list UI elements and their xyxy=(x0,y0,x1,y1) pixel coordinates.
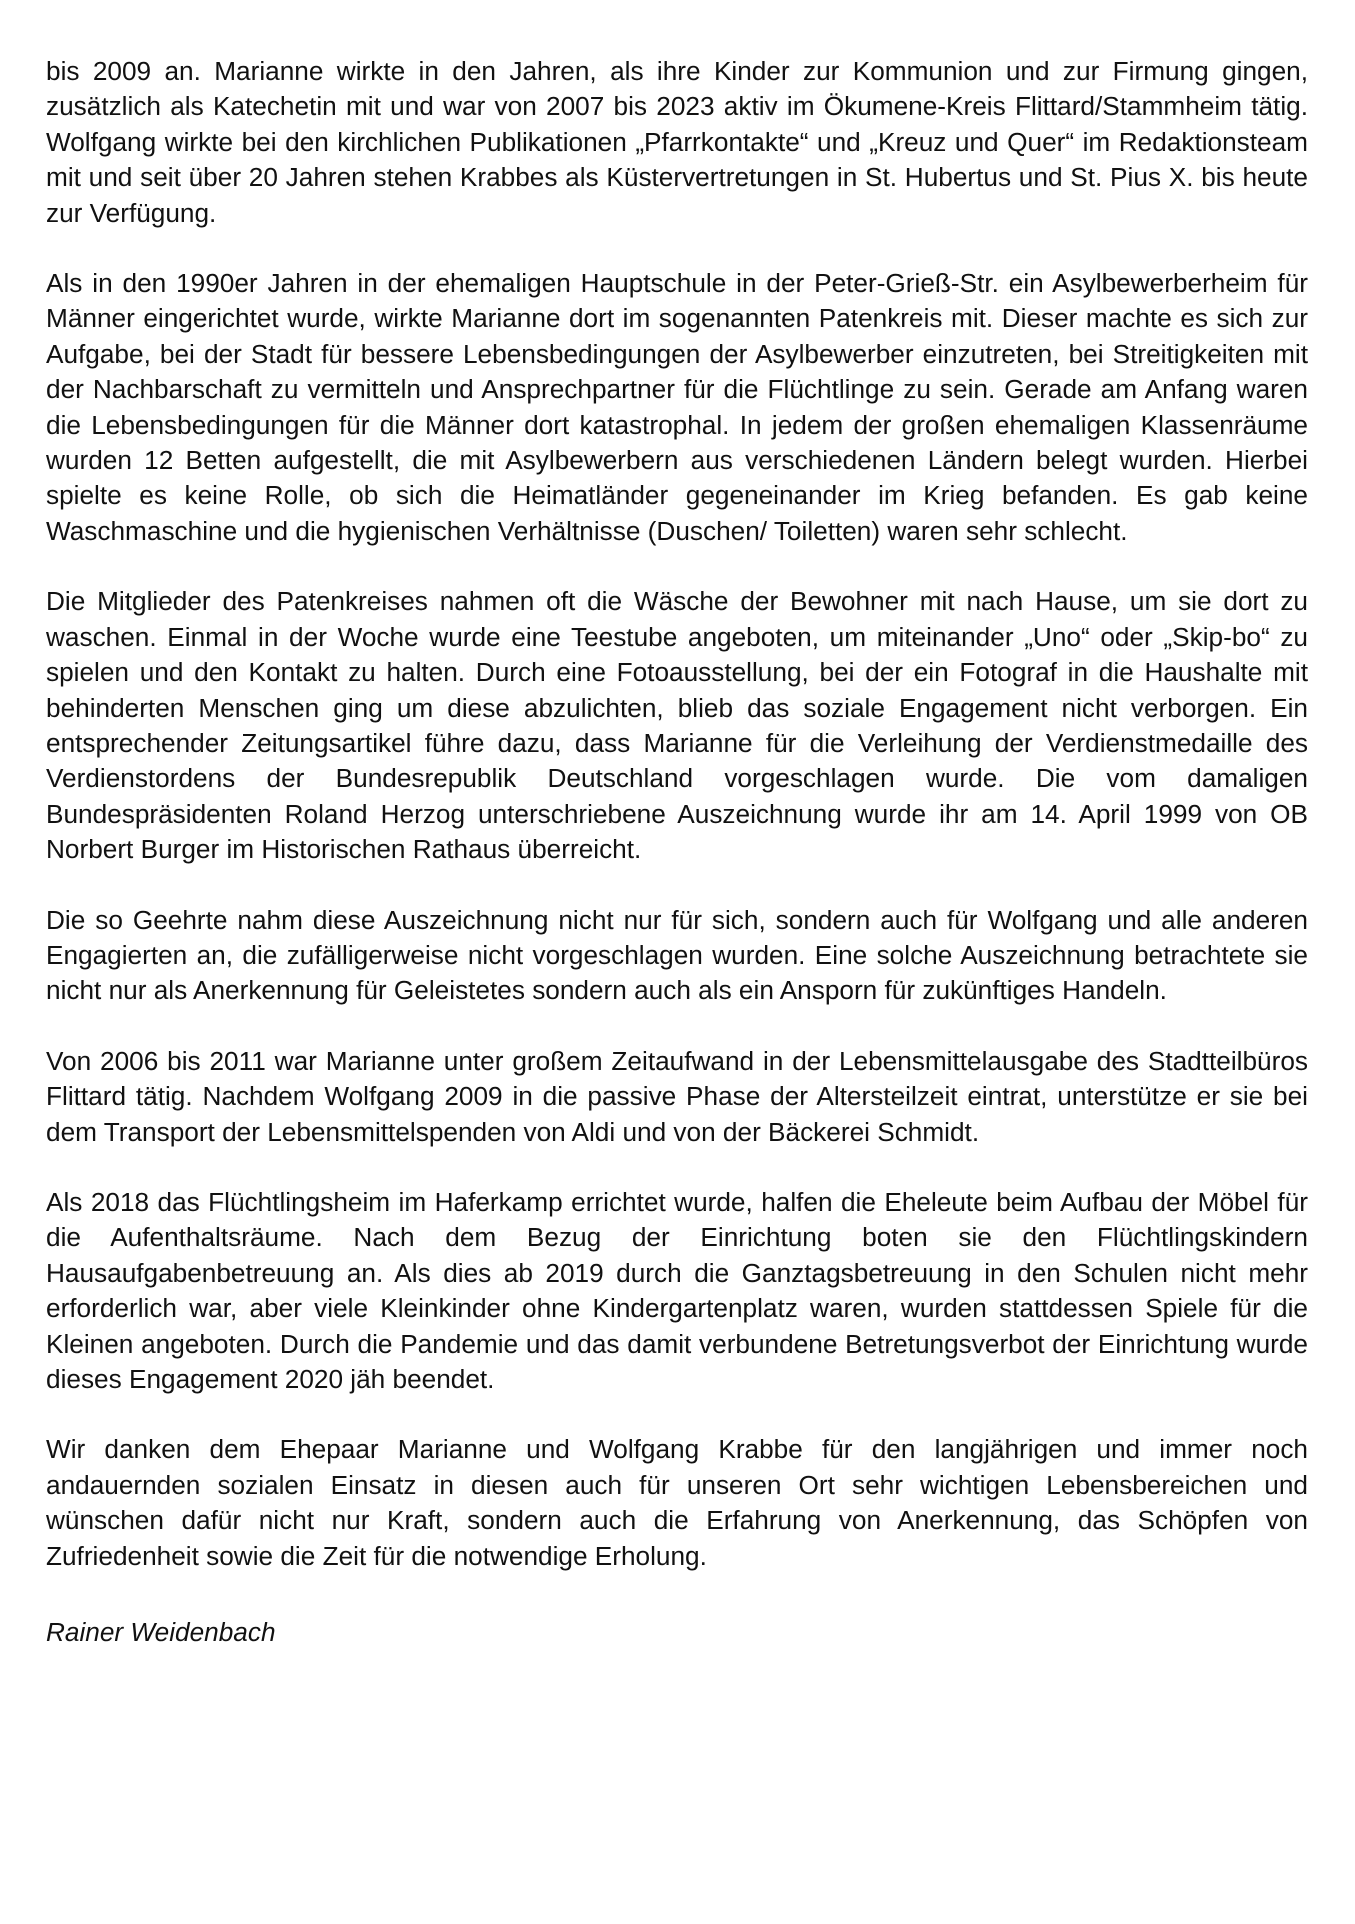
document-page xyxy=(46,54,1308,1650)
author-signature: Rainer Weidenbach xyxy=(46,1617,276,1648)
paragraph-church-activities: bis 2009 an. Marianne wirkte in den Jahren, als ihre Kinder zur Kommunion und zur Firmung gingen, zusätzlich als Katechetin mit und war von 2007 bis 2023 aktiv im Ökumene-Kreis Flittard/Stammheim tätig. Wolfgang wirkte bei den kirchlichen Publikationen „Pfarrkontakte“ und „Kreuz und Quer“ im Redaktionsteam mit und seit über 20 Jahren stehen Krabbes als Küstervertretungen in St. Hubertus und St. Pius X. bis heute zur Verfügung. xyxy=(46,56,1308,228)
paragraph-food-distribution: Von 2006 bis 2011 war Marianne unter großem Zeitaufwand in der Lebensmittelausgabe des Stadtteilbüros Flittard tätig. Nachdem Wolfgang 2009 in die passive Phase der Altersteilzeit eintrat, unterstütze er sie bei dem Transport der Lebensmittelspenden von Aldi und von der Bäckerei Schmidt. xyxy=(46,1045,1308,1147)
paragraph-thanks: Wir danken dem Ehepaar Marianne und Wolfgang Krabbe für den langjährigen und immer noch andauernden sozialen Einsatz in diesen auch für unseren Ort sehr wichtigen Lebensbereichen und wünschen dafür nicht nur Kraft, sondern auch die Erfahrung von Anerkennung, das Schöpfen von Zufriedenheit sowie die Zeit für die notwendige Erholung. xyxy=(46,1434,1308,1571)
paragraph-asylum-home: Als in den 1990er Jahren in der ehemaligen Hauptschule in der Peter-Grieß-Str. ein Asylbewerberheim für Männer eingerichtet wurde, wirkte Marianne dort im sogenannten Patenkreis mit. Dieser machte es sich zur Aufgabe, bei der Stadt für bessere Lebensbedingungen der Asylbewerber einzutreten, bei Streitigkeiten mit der Nachbarschaft zu vermitteln und Ansprechpartner für die Flüchtlinge zu sein. Gerade am Anfang waren die Lebensbedingungen für die Männer dort katastrophal. In jedem der großen ehemaligen Klassenräume wurden 12 Betten aufgestellt, die mit Asylbewerbern aus verschiedenen Ländern belegt wurden. Hierbei spielte es keine Rolle, ob sich die Heimatländer gegeneinander im Krieg befanden. Es gab keine Waschmaschine und die hygienischen Verhältnisse (Duschen/ Toiletten) waren sehr schlecht. xyxy=(46,268,1308,546)
paragraph-refugee-home: Als 2018 das Flüchtlingsheim im Haferkamp errichtet wurde, halfen die Eheleute beim Aufbau der Möbel für die Aufenthaltsräume. Nach dem Bezug der Einrichtung boten sie den Flüchtlingskindern Hausaufgabenbetreuung an. Als dies ab 2019 durch die Ganztagsbetreuung in den Schulen nicht mehr erforderlich war, aber viele Kleinkinder ohne Kindergartenplatz waren, wurden stattdessen Spiele für die Kleinen angeboten. Durch die Pandemie und das damit verbundene Betretungsverbot der Einrichtung wurde dieses Engagement 2020 jäh beendet. xyxy=(46,1186,1308,1394)
paragraph-patenkreis-award: Die Mitglieder des Patenkreises nahmen oft die Wäsche der Bewohner mit nach Hause, um sie dort zu waschen. Einmal in der Woche wurde eine Teestube angeboten, um miteinander „Uno“ oder „Skip-bo“ zu spielen und den Kontakt zu halten. Durch eine Fotoausstellung, bei der ein Fotograf in die Haushalte mit behinderten Menschen ging um diese abzulichten, blieb das soziale Engagement nicht verborgen. Ein entsprechender Zeitungsartikel führe dazu, dass Marianne für die Verleihung der Verdienstmedaille des Verdienstordens der Bundesrepublik Deutschland vorgeschlagen wurde. Die vom damaligen Bundespräsidenten Roland Herzog unterschriebene Auszeichnung wurde ihr am 14. April 1999 von OB Norbert Burger im Historischen Rathaus überreicht. xyxy=(46,586,1308,865)
paragraph-award-acceptance: Die so Geehrte nahm diese Auszeichnung nicht nur für sich, sondern auch für Wolfgang und alle anderen Engagierten an, die zufälligerweise nicht vorgeschlagen wurden. Eine solche Auszeichnung betrachtete sie nicht nur als Anerkennung für Geleistetes sondern auch als ein Ansporn für zukünftiges Handeln. xyxy=(46,904,1308,1006)
